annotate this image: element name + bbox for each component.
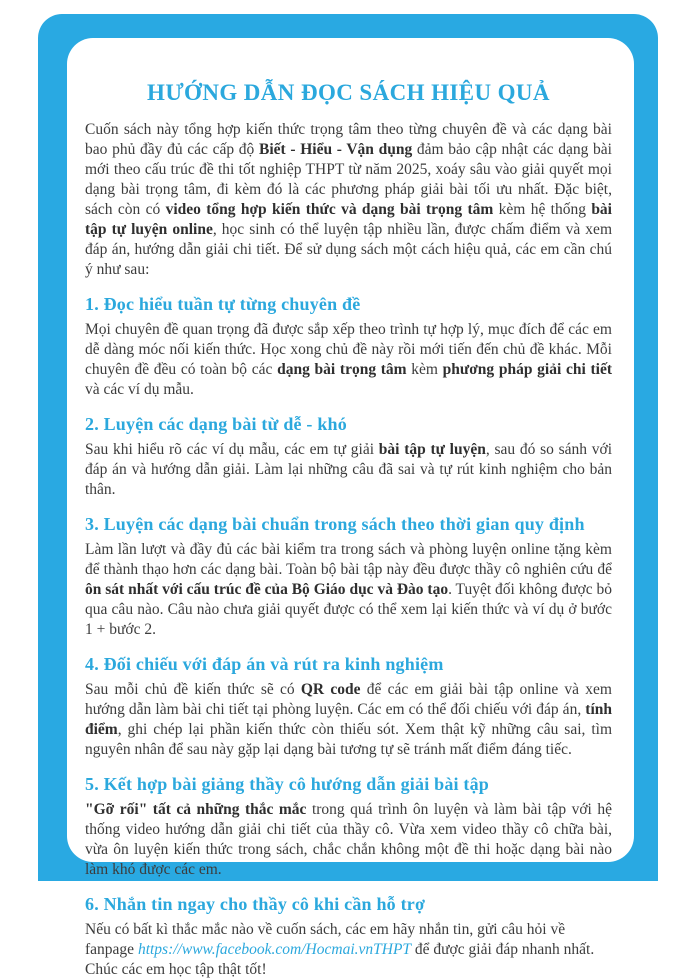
text-segment: trong quá trình ôn luyện và làm bài tập với hệ thống video hướng dẫn giải chi tiết của thầy cô. Vừa xem video thầy cô chữa bài, vừa ôn luyện kiến thức trong sách, chắc chắn không một đề thi hoặc dạng bài nào làm khó được các em. xyxy=(85,801,613,878)
section-4 xyxy=(85,654,612,760)
section-1-heading: 1. Đọc hiểu tuần tự từng chuyên đề xyxy=(85,294,361,314)
text-segment: Chúc các em học tập thật tốt! xyxy=(85,961,267,978)
text-segment: kèm xyxy=(406,361,443,378)
section-1 xyxy=(85,294,612,400)
section-3-heading: 3. Luyện các dạng bài chuẩn trong sách theo thời gian quy định xyxy=(85,514,585,534)
page-content xyxy=(67,38,634,978)
text-segment: Cuốn sách này tổng hợp kiến thức trọng tâm theo từng chuyên đề và các dạng bài bao phủ đầy đủ các cấp độ xyxy=(85,121,612,158)
text-segment: , sau đó so sánh với đáp án và hướng dẫn giải. Làm lại những câu đã sai và tự rút kinh nghiệm cho bản thân. xyxy=(85,441,613,498)
text-segment: QR code xyxy=(300,681,361,698)
text-segment: phương pháp giải chi tiết xyxy=(442,361,612,378)
section-2 xyxy=(85,414,612,500)
text-segment: bài tập tự luyện xyxy=(378,441,486,458)
text-segment: . Tuyệt đối không được bỏ qua câu nào. Câu nào chưa giải quyết được có thể xem lại kiến thức và ví dụ ở bước 1 + bước 2. xyxy=(85,581,612,638)
page-title: HƯỚNG DẪN ĐỌC SÁCH HIỆU QUẢ xyxy=(147,80,550,105)
section-6-body xyxy=(85,920,612,980)
text-segment: để các em giải bài tập online và xem hướng dẫn làm bài chi tiết tại phòng luyện. Các em có thể đối chiếu với đáp án, xyxy=(85,681,612,718)
text-segment: Làm lần lượt và đầy đủ các bài kiểm tra trong sách và phòng luyện online tặng kèm để thành thạo hơn các dạng bài. Toàn bộ bài tập này đều được thầy cô nghiên cứu để xyxy=(85,541,612,578)
text-segment: , học sinh có thể luyện tập nhiều lần, được chấm điểm và xem đáp án, hướng dẫn giải chi tiết. Để sử dụng sách một cách hiệu quả, các em cần chú ý như sau: xyxy=(85,221,612,278)
page-frame-border xyxy=(38,14,658,978)
section-5-body xyxy=(85,800,612,880)
text-segment: đảm bảo cập nhật các dạng bài mới theo cấu trúc đề thi tốt nghiệp THPT từ năm 2025, xoáy sâu vào giải quyết mọi dạng bài trọng tâm, đi kèm đó là các phương pháp giải bài tối ưu nhất. Đặc biệt, sách còn có xyxy=(85,141,612,218)
text-segment: ôn sát nhất với cấu trúc đề của Bộ Giáo dục và Đào tạo xyxy=(85,581,449,598)
text-segment: Sau mỗi chủ đề kiến thức sẽ có xyxy=(85,681,301,698)
section-2-body xyxy=(85,440,612,500)
section-6 xyxy=(85,894,612,980)
text-segment: video tổng hợp kiến thức và dạng bài trọng tâm xyxy=(165,201,494,218)
section-6-heading: 6. Nhắn tin ngay cho thầy cô khi cần hỗ trợ xyxy=(85,894,426,914)
text-segment: Sau khi hiểu rõ các ví dụ mẫu, các em tự giải xyxy=(85,441,379,458)
text-segment: bài tập tự luyện online xyxy=(85,201,612,238)
section-5-heading: 5. Kết hợp bài giảng thầy cô hướng dẫn giải bài tập xyxy=(85,774,490,794)
text-segment: Nếu có bất kì thắc mắc nào về cuốn sách, các em hãy nhắn tin, gửi câu hỏi về xyxy=(85,921,566,938)
text-segment: fanpage xyxy=(85,941,138,958)
text-segment: Mọi chuyên đề quan trọng đã được sắp xếp theo trình tự hợp lý, mục đích để các em dễ dàng móc nối kiến thức. Học xong chủ đề này rồi mới tiến đến chủ đề khác. Mỗi chuyên đề đều có toàn bộ các xyxy=(85,321,612,378)
text-segment: , ghi chép lại phần kiến thức còn thiếu sót. Xem thật kỹ những câu sai, tìm nguyên nhân để sau này gặp lại dạng bài tương tự sẽ tránh mất điểm đáng tiếc. xyxy=(85,721,612,758)
section-4-heading: 4. Đối chiếu với đáp án và rút ra kinh nghiệm xyxy=(85,654,444,674)
section-3 xyxy=(85,514,612,640)
intro-paragraph xyxy=(85,120,612,280)
section-4-body xyxy=(85,680,612,760)
section-3-body xyxy=(85,540,612,640)
text-segment: tính điểm xyxy=(85,701,612,738)
section-2-heading: 2. Luyện các dạng bài từ dễ - khó xyxy=(85,414,347,434)
fanpage-url-link[interactable]: https://www.facebook.com/Hocmai.vnTHPT xyxy=(137,941,412,958)
text-segment: và các ví dụ mẫu. xyxy=(85,381,194,398)
text-segment: để được giải đáp nhanh nhất. xyxy=(411,941,595,958)
section-1-body xyxy=(85,320,612,400)
text-segment: kèm hệ thống xyxy=(493,201,592,218)
text-segment: "Gỡ rối" tất cả những thắc mắc xyxy=(85,801,307,818)
section-5 xyxy=(85,774,612,880)
text-segment: dạng bài trọng tâm xyxy=(277,361,407,378)
text-segment: Biết - Hiểu - Vận dụng xyxy=(258,141,413,158)
